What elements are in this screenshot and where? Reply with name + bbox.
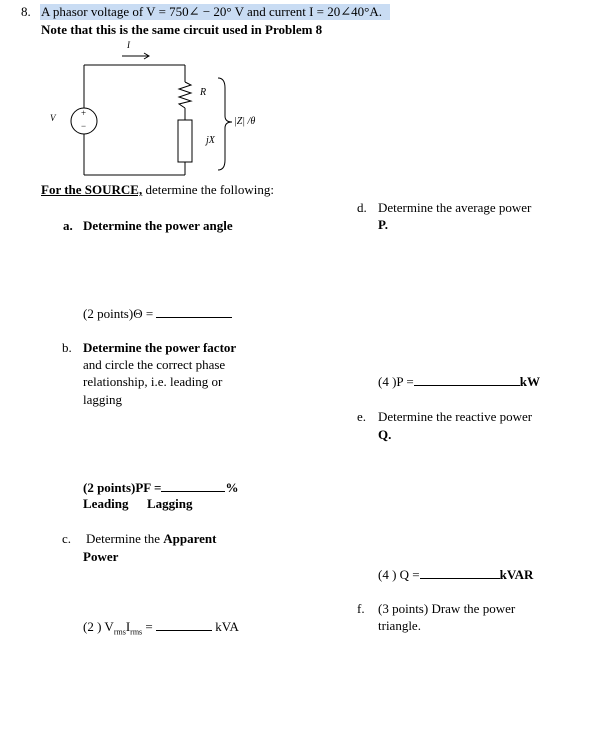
minus-sign: − [81, 121, 87, 131]
part-a-answer-label: (2 points)Θ = [83, 306, 154, 321]
part-e-answer [378, 566, 533, 583]
part-c-answer [83, 618, 239, 637]
part-f-line1: (3 points) Draw the power [378, 601, 516, 616]
part-f-line2: triangle. [378, 618, 421, 633]
part-b-answer-label: (2 points)PF = [83, 480, 162, 495]
reactive-power-blank[interactable] [420, 566, 500, 579]
part-b-bold: Determine the power factor [83, 340, 237, 355]
part-c-suffix: = [142, 619, 153, 634]
part-d-answer [378, 373, 540, 390]
problem-number: 8. [21, 4, 31, 19]
intro-rest: determine the following: [142, 182, 275, 197]
problem-statement: A phasor voltage of V = 750∠ − 20° V and current I = 20∠40°A. [40, 4, 390, 20]
part-b-line2: and circle the correct phase [83, 357, 226, 372]
part-c-line2: Power [83, 549, 119, 564]
intro-line [41, 182, 274, 198]
reactance-label: jX [206, 135, 215, 146]
part-b-answer [83, 479, 238, 496]
part-c-sub1: rms [113, 627, 126, 637]
source-label: For the SOURCE, [41, 182, 143, 197]
part-d-unit: kW [519, 374, 540, 389]
power-factor-blank[interactable] [161, 479, 225, 492]
part-e-letter: e. [357, 409, 367, 424]
problem-note: Note that this is the same circuit used in Problem 8 [41, 22, 323, 37]
apparent-power-blank[interactable] [156, 618, 212, 631]
part-c-bold: Apparent [163, 531, 217, 546]
part-c-line1 [86, 531, 216, 547]
part-d-answer-label: (4 )P = [378, 374, 414, 389]
resistor-label: R [200, 87, 207, 98]
part-c-sub2: rms [130, 627, 143, 637]
part-d-line1: Determine the average power [378, 200, 532, 215]
leading-option[interactable]: Leading [83, 496, 129, 511]
part-a-answer [83, 305, 232, 322]
part-c-answer-prefix: (2 ) V [83, 619, 114, 634]
current-label: I [127, 40, 130, 50]
part-c-unit: kVA [215, 619, 239, 634]
circuit-diagram [40, 38, 280, 178]
part-b-letter: b. [62, 340, 72, 355]
part-b-line4: lagging [83, 392, 122, 407]
part-e-answer-label: (4 ) Q = [378, 567, 420, 582]
part-b-unit: % [225, 480, 239, 495]
part-c-mid: I [125, 619, 131, 634]
part-e-line1: Determine the reactive power [378, 409, 533, 424]
part-c-letter: c. [62, 531, 72, 546]
impedance-label: |Z| /θ [234, 116, 256, 127]
part-c-text: Determine the [86, 531, 160, 546]
part-d-line2: P. [378, 217, 388, 232]
part-b-line3: relationship, i.e. leading or [83, 374, 223, 389]
lagging-option[interactable]: Lagging [147, 496, 193, 511]
part-d-letter: d. [357, 200, 367, 215]
power-angle-blank[interactable] [156, 305, 232, 318]
part-e-unit: kVAR [499, 567, 534, 582]
voltage-label: V [50, 113, 56, 123]
part-a-letter: a. [63, 218, 73, 233]
part-a-text: Determine the power angle [83, 218, 233, 233]
plus-sign: + [81, 108, 87, 118]
part-e-line2: Q. [378, 427, 392, 442]
average-power-blank[interactable] [414, 373, 520, 386]
part-f-letter: f. [357, 601, 365, 616]
